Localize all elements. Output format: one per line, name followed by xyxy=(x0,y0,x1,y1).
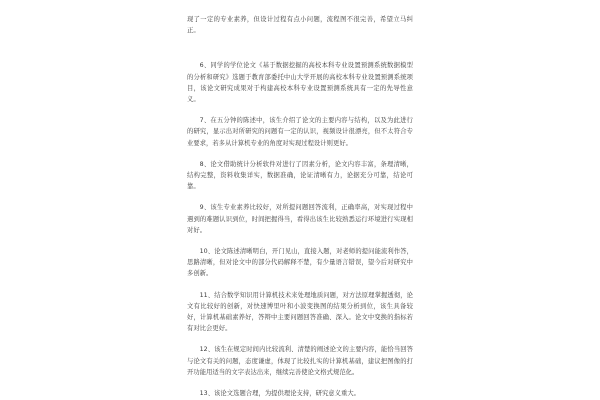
paragraph-6: 6、同学的学位论文《基于数据挖掘的高校本科专业设置预测系统数据模型的分析和研究》选题于教育部委托中山大学开展的高校本科专业设置预测系统项目，该论文研究成果对于构建高校本科专业设置预测系统具有一定的先导性意义。 xyxy=(187,62,413,104)
paragraph-8: 8、论文借助统计分析软件对进行了因素分析，论文内容丰富，条理清晰，结构完整，资料收集详实，数据准确，论证清晰有力，论据充分可靠，结论可靠。 xyxy=(187,160,413,191)
paragraph-9: 9、该生专业素养比较好，对所提问题回答流利，正确率高，对实现过程中遇到的难题认识到位，时间把握得当，看得出该生比较熟悉运行环境进行实现相对好。 xyxy=(187,204,413,234)
paragraph-continuation: 现了一定的专业素养，但设计过程有点小问题，流程图不很完善，希望立马纠正。 xyxy=(187,16,413,35)
paragraph-11: 11、结合数学知识用计算机技术来处理地质问题，对方法原理掌握透彻，论文有比较好的创新，对快速博里叶和小波变换图的结果分析到位，该生具备较好，计算机基础素养好，答辩中主要问题回答准确、深入。论文中变换的指标若有对比会更好。 xyxy=(187,291,413,333)
paragraph-13: 13、该论文选题合理，为提供理论支持，研究意义重大。 xyxy=(199,390,361,398)
paragraph-7: 7、在五分钟的陈述中，该生介绍了论文的主要内容与结构，以及为此进行的研究，显示出对所研究的问题有一定的认识，视频设计很漂亮，但不太符合专业要求，若多从计算机专业的角度对实现过程设计则更好。 xyxy=(187,117,413,147)
document-body xyxy=(187,14,413,400)
paragraph-10: 10、论文陈述清晰明白，开门见山，直接入题，对老师的提问能流利作答，思路清晰，但对论文中的部分代码解释不楚，有少量语言错误，望今后对研究中多创新。 xyxy=(187,248,413,278)
paragraph-12: 12、该生在规定时间内比较流利、清楚的阐述论文的主要内容，能恰当回答与论文有关的问题，态度谦虚，体现了比较扎实的计算机基础，建议把图像的打开功能用适当的文字表达出来，继续完善使论文格式规范化。 xyxy=(187,346,413,376)
